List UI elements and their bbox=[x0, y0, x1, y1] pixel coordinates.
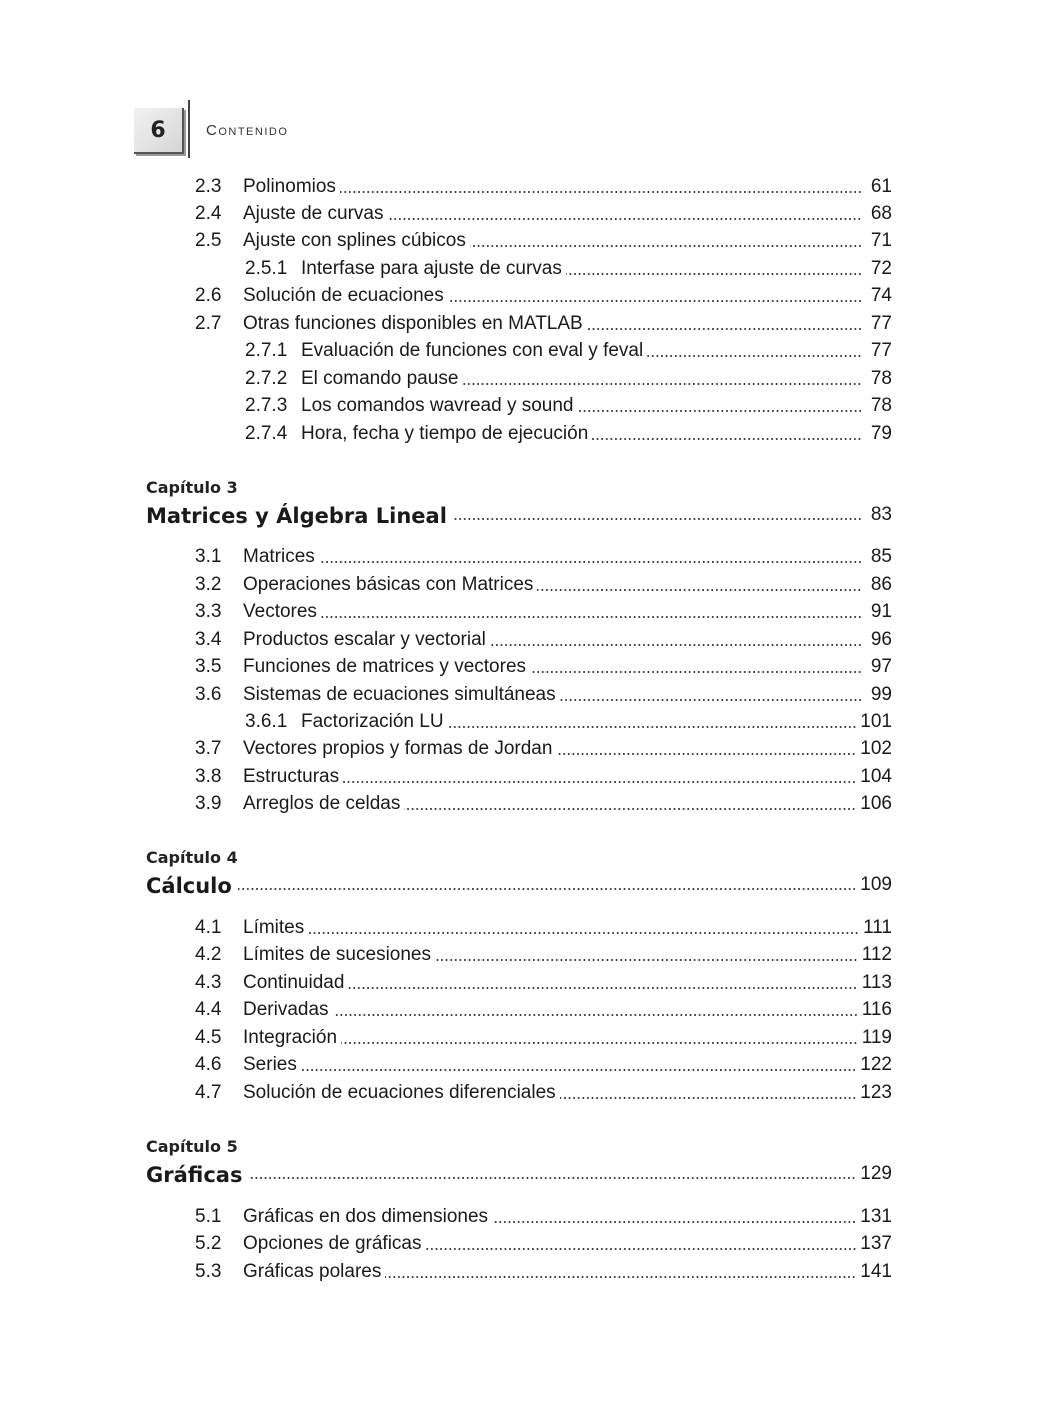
dot-leader bbox=[592, 437, 862, 441]
dot-leader bbox=[348, 986, 857, 990]
section-title: Factorización LU bbox=[301, 711, 444, 732]
subsection-entry bbox=[245, 337, 892, 363]
chapter-title: Cálculo bbox=[146, 874, 232, 898]
section-entry bbox=[195, 941, 892, 967]
section-number: 5.2 bbox=[195, 1233, 222, 1254]
section-title: Vectores bbox=[243, 601, 317, 622]
section-entry bbox=[195, 1024, 892, 1050]
section-number: 4.5 bbox=[195, 1027, 222, 1048]
section-number: 3.5 bbox=[195, 656, 222, 677]
chapter-label: Capítulo 4 bbox=[146, 848, 238, 867]
dot-leader bbox=[462, 382, 862, 386]
section-title: Hora, fecha y tiempo de ejecución bbox=[301, 423, 589, 444]
page-ref: 78 bbox=[870, 368, 892, 389]
section-title: Derivadas bbox=[243, 999, 329, 1020]
page-header bbox=[134, 100, 934, 160]
section-number: 4.6 bbox=[195, 1054, 222, 1075]
section-title: Continuidad bbox=[243, 972, 345, 993]
section-title: Productos escalar y vectorial bbox=[243, 629, 486, 650]
section-number: 3.4 bbox=[195, 629, 222, 650]
page-ref: 102 bbox=[860, 738, 892, 759]
section-title: Límites bbox=[243, 917, 305, 938]
dot-leader bbox=[556, 752, 856, 756]
section-entry bbox=[195, 173, 892, 199]
dot-leader bbox=[340, 190, 862, 194]
dot-leader bbox=[301, 1068, 856, 1072]
section-entry bbox=[195, 543, 892, 569]
dot-leader bbox=[387, 217, 862, 221]
section-entry bbox=[195, 310, 892, 336]
page-ref: 71 bbox=[870, 230, 892, 251]
section-title: El comando pause bbox=[301, 368, 459, 389]
section-number: 2.7.1 bbox=[245, 340, 288, 361]
subsection-entry bbox=[245, 392, 892, 418]
section-title: Integración bbox=[243, 1027, 338, 1048]
section-title: Opciones de gráficas bbox=[243, 1233, 422, 1254]
section-entry bbox=[195, 996, 892, 1022]
dot-leader bbox=[319, 560, 862, 564]
section-number: 5.3 bbox=[195, 1261, 222, 1282]
dot-leader bbox=[470, 244, 862, 248]
page-ref: 86 bbox=[870, 574, 892, 595]
page-ref: 122 bbox=[860, 1054, 892, 1075]
dot-leader bbox=[448, 299, 862, 303]
section-number: 3.6.1 bbox=[245, 711, 288, 732]
page-ref: 97 bbox=[870, 656, 892, 677]
section-entry bbox=[195, 1051, 892, 1077]
section-entry bbox=[195, 1258, 892, 1284]
section-number: 4.7 bbox=[195, 1082, 222, 1103]
running-title: Contenido bbox=[206, 122, 289, 139]
section-entry bbox=[195, 969, 892, 995]
dot-leader bbox=[321, 615, 862, 619]
section-title: Los comandos wavread y sound bbox=[301, 395, 574, 416]
section-number: 3.2 bbox=[195, 574, 222, 595]
section-title: Series bbox=[243, 1054, 297, 1075]
section-number: 4.4 bbox=[195, 999, 222, 1020]
section-title: Ajuste con splines cúbicos bbox=[243, 230, 466, 251]
page-ref: 104 bbox=[860, 766, 892, 787]
page-ref: 85 bbox=[870, 546, 892, 567]
section-number: 2.5.1 bbox=[245, 258, 288, 279]
chapter-entry bbox=[146, 498, 892, 528]
section-title: Operaciones básicas con Matrices bbox=[243, 574, 534, 595]
page-ref: 106 bbox=[860, 793, 892, 814]
section-entry bbox=[195, 790, 892, 816]
dot-leader bbox=[333, 1013, 858, 1017]
section-number: 4.2 bbox=[195, 944, 222, 965]
section-entry bbox=[195, 1079, 892, 1105]
section-number: 3.6 bbox=[195, 684, 222, 705]
dot-leader bbox=[308, 931, 859, 935]
section-entry bbox=[195, 681, 892, 707]
page-ref: 101 bbox=[860, 711, 892, 732]
section-number: 2.7.3 bbox=[245, 395, 288, 416]
page-ref: 83 bbox=[870, 504, 892, 525]
dot-leader bbox=[578, 409, 863, 413]
section-number: 4.3 bbox=[195, 972, 222, 993]
page-ref: 91 bbox=[870, 601, 892, 622]
subsection-entry bbox=[245, 255, 892, 281]
chapter-entry bbox=[146, 868, 892, 898]
section-number: 3.9 bbox=[195, 793, 222, 814]
section-number: 3.1 bbox=[195, 546, 222, 567]
page-ref: 123 bbox=[860, 1082, 892, 1103]
page-ref: 141 bbox=[860, 1261, 892, 1282]
page-ref: 111 bbox=[863, 917, 892, 938]
page-ref: 77 bbox=[870, 313, 892, 334]
dot-leader bbox=[341, 1041, 858, 1045]
dot-leader bbox=[448, 725, 857, 729]
dot-leader bbox=[492, 1220, 856, 1224]
section-title: Solución de ecuaciones bbox=[243, 285, 444, 306]
page-ref: 113 bbox=[861, 972, 892, 993]
page-ref: 61 bbox=[870, 176, 892, 197]
page-ref: 129 bbox=[860, 1163, 892, 1184]
section-title: Límites de sucesiones bbox=[243, 944, 431, 965]
page-ref: 99 bbox=[870, 684, 892, 705]
section-entry bbox=[195, 626, 892, 652]
page-ref: 112 bbox=[861, 944, 892, 965]
dot-leader bbox=[248, 1176, 856, 1180]
dot-leader bbox=[490, 643, 862, 647]
section-number: 2.3 bbox=[195, 176, 222, 197]
section-title: Arreglos de celdas bbox=[243, 793, 401, 814]
subsection-entry bbox=[245, 420, 892, 446]
chapter-label: Capítulo 3 bbox=[146, 478, 238, 497]
section-title: Estructuras bbox=[243, 766, 340, 787]
chapter-title: Gráficas bbox=[146, 1163, 243, 1187]
section-entry bbox=[195, 227, 892, 253]
section-title: Interfase para ajuste de curvas bbox=[301, 258, 562, 279]
subsection-entry bbox=[245, 708, 892, 734]
dot-leader bbox=[566, 272, 862, 276]
page-ref: 131 bbox=[860, 1206, 892, 1227]
page-ref: 137 bbox=[860, 1233, 892, 1254]
page-number-badge: 6 bbox=[134, 108, 184, 154]
section-entry bbox=[195, 763, 892, 789]
section-number: 2.7.2 bbox=[245, 368, 288, 389]
section-number: 5.1 bbox=[195, 1206, 222, 1227]
section-entry bbox=[195, 1203, 892, 1229]
dot-leader bbox=[453, 517, 862, 521]
page-ref: 96 bbox=[870, 629, 892, 650]
section-number: 3.3 bbox=[195, 601, 222, 622]
page-ref: 116 bbox=[861, 999, 892, 1020]
section-number: 2.5 bbox=[195, 230, 222, 251]
dot-leader bbox=[587, 327, 862, 331]
section-entry bbox=[195, 914, 892, 940]
dot-leader bbox=[560, 1096, 857, 1100]
section-entry bbox=[195, 571, 892, 597]
page-ref: 74 bbox=[870, 285, 892, 306]
section-title: Solución de ecuaciones diferenciales bbox=[243, 1082, 556, 1103]
dot-leader bbox=[435, 958, 858, 962]
dot-leader bbox=[560, 698, 862, 702]
page-ref: 72 bbox=[870, 258, 892, 279]
section-entry bbox=[195, 1230, 892, 1256]
section-title: Polinomios bbox=[243, 176, 336, 197]
page-ref: 79 bbox=[870, 423, 892, 444]
chapter-title: Matrices y Álgebra Lineal bbox=[146, 504, 447, 528]
dot-leader bbox=[343, 780, 856, 784]
section-number: 3.8 bbox=[195, 766, 222, 787]
section-number: 2.7.4 bbox=[245, 423, 288, 444]
dot-leader bbox=[530, 670, 862, 674]
section-title: Matrices bbox=[243, 546, 315, 567]
dot-leader bbox=[385, 1275, 856, 1279]
dot-leader bbox=[647, 354, 862, 358]
page-ref: 109 bbox=[860, 874, 892, 895]
section-title: Gráficas en dos dimensiones bbox=[243, 1206, 489, 1227]
section-title: Otras funciones disponibles en MATLAB bbox=[243, 313, 583, 334]
section-number: 4.1 bbox=[195, 917, 222, 938]
section-title: Sistemas de ecuaciones simultáneas bbox=[243, 684, 556, 705]
section-entry bbox=[195, 598, 892, 624]
chapter-entry bbox=[146, 1157, 892, 1187]
section-title: Evaluación de funciones con eval y feval bbox=[301, 340, 644, 361]
subsection-entry bbox=[245, 365, 892, 391]
section-title: Gráficas polares bbox=[243, 1261, 382, 1282]
dot-leader bbox=[404, 807, 856, 811]
section-number: 3.7 bbox=[195, 738, 222, 759]
section-title: Funciones de matrices y vectores bbox=[243, 656, 527, 677]
section-entry bbox=[195, 200, 892, 226]
page-ref: 77 bbox=[870, 340, 892, 361]
section-entry bbox=[195, 653, 892, 679]
section-entry bbox=[195, 282, 892, 308]
header-divider bbox=[188, 100, 190, 158]
page-ref: 119 bbox=[861, 1027, 892, 1048]
section-title: Vectores propios y formas de Jordan bbox=[243, 738, 553, 759]
section-title: Ajuste de curvas bbox=[243, 203, 384, 224]
section-number: 2.6 bbox=[195, 285, 222, 306]
section-number: 2.4 bbox=[195, 203, 222, 224]
page-ref: 68 bbox=[870, 203, 892, 224]
section-entry bbox=[195, 735, 892, 761]
chapter-label: Capítulo 5 bbox=[146, 1137, 238, 1156]
dot-leader bbox=[537, 588, 862, 592]
dot-leader bbox=[238, 887, 856, 891]
page-ref: 78 bbox=[870, 395, 892, 416]
dot-leader bbox=[426, 1247, 857, 1251]
section-number: 2.7 bbox=[195, 313, 222, 334]
